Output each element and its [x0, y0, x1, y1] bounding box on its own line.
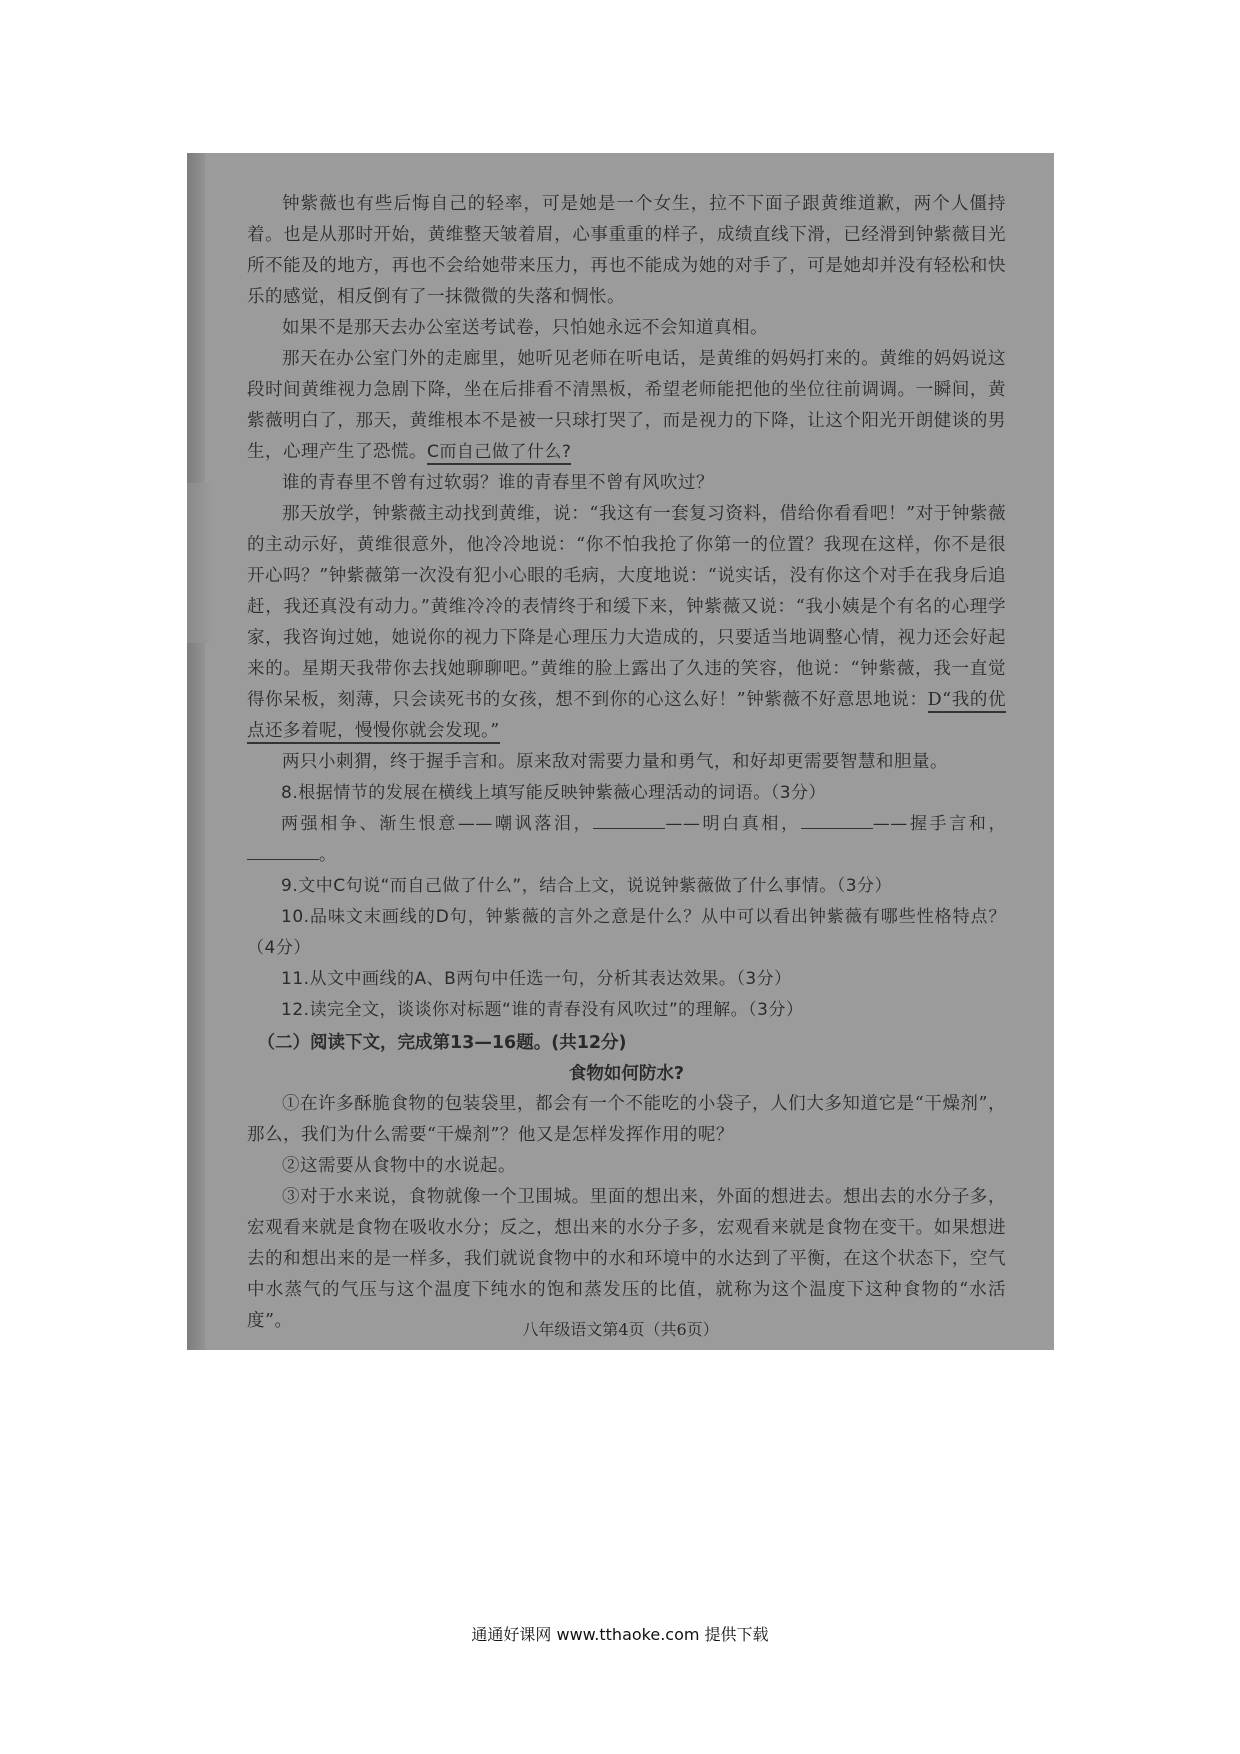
page-number-footer: 八年级语文第4页（共6页） [522, 1320, 719, 1339]
section-2-heading: （二）阅读下文，完成第13—16题。(共12分) [257, 1033, 627, 1053]
question-12: 12.读完全文，谈谈你对标题“谁的青春没有风吹过”的理解。（3分） [281, 1000, 804, 1020]
q8-fill-end: 。 [319, 845, 337, 865]
article-title: 食物如何防水? [568, 1064, 685, 1084]
story-paragraph-5 [247, 499, 1006, 747]
story-paragraph-5-text: 那天放学，钟紫薇主动找到黄维，说：“我这有一套复习资料，借给你看看吧！”对于钟紫薇的主动示好，黄维很意外，他冷冷地说：“你不怕我抢了你第一的位置？我现在这样，你不是很开心吗？”钟紫薇第一次没有犯小心眼的毛病，大度地说：“说实话，没有你这个对手在我身后追赶，我还真没有动力。”黄维冷冷的表情终于和缓下来，钟紫薇又说：“我小姨是个有名的心理学家，我咨询过她，她说你的视力下降是心理压力大造成的，只要适当地调整心情，视力还会好起来的。星期天我带你去找她聊聊吧。”黄维的脸上露出了久违的笑容，他说：“钟紫薇，我一直觉得你呆板，刻薄，只会读死书的女孩，想不到你的心这么好！”钟紫薇不好意思地说： [247, 504, 1006, 710]
article-paragraph-3: ③对于水来说，食物就像一个卫围城。里面的想出来，外面的想进去。想出去的水分子多，宏观看来就是食物在吸收水分；反之，想出来的水分子多，宏观看来就是食物在变干。如果想进去的和想出来的是一样多，我们就说食物中的水和环境中的水达到了平衡，在这个状态下，空气中水蒸气的气压与这个温度下纯水的饱和蒸发压的比值，就称为这个温度下这种食物的“水活度”。 [247, 1187, 1006, 1331]
underlined-sentence-c: C而自己做了什么? [427, 442, 571, 465]
article-paragraph-1: ①在许多酥脆食物的包装袋里，都会有一个不能吃的小袋子，人们大多知道它是“干燥剂”，那么，我们为什么需要“干燥剂”？他又是怎样发挥作用的呢？ [247, 1094, 1006, 1145]
scan-shadow-edge [187, 153, 205, 1350]
question-9: 9.文中C句说“而自己做了什么”，结合上文，说说钟紫薇做了什么事情。（3分） [281, 876, 893, 896]
story-paragraph-6: 两只小刺猬，终于握手言和。原来敌对需要力量和勇气，和好却更需要智慧和胆量。 [282, 752, 948, 772]
story-paragraph-3-text: 那天在办公室门外的走廊里，她听见老师在听电话，是黄维的妈妈打来的。黄维的妈妈说这段时间黄维视力急剧下降，坐在后排看不清黑板，希望老师能把他的坐位往前调调。一瞬间，黄紫薇明白了，那天，黄维根本不是被一只球打哭了，而是视力的下降，让这个阳光开朗健谈的男生，心理产生了恐慌。 [247, 349, 1006, 462]
q8-fill-text-1: 两强相争、渐生恨意——嘲讽落泪， [281, 814, 594, 834]
q8-blank-2[interactable] [801, 810, 873, 829]
story-paragraph-4: 谁的青春里不曾有过软弱？谁的青春里不曾有风吹过？ [282, 473, 714, 493]
q8-fill-text-3: ——握手言和， [872, 814, 1007, 834]
scanned-exam-page [187, 153, 1054, 1350]
story-paragraph-3 [247, 344, 1006, 468]
q8-blank-1[interactable] [593, 810, 665, 829]
q8-fill-text-2: ——明白真相， [665, 814, 801, 834]
scan-torn-edge [187, 483, 213, 643]
question-10: 10.品味文末画线的D句，钟紫薇的言外之意是什么？从中可以看出钟紫薇有哪些性格特点？（4分） [247, 907, 1006, 958]
question-11: 11.从文中画线的A、B两句中任选一句，分析其表达效果。（3分） [281, 969, 792, 989]
story-paragraph-1: 钟紫薇也有些后悔自己的轻率，可是她是一个女生，拉不下面子跟黄维道歉，两个人僵持着。也是从那时开始，黄维整天皱着眉，心事重重的样子，成绩直线下滑，已经滑到钟紫薇目光所不能及的地方，再也不会给她带来压力，再也不能成为她的对手了，可是她却并没有轻松和快乐的感觉，相反倒有了一抹微微的失落和惆怅。 [247, 194, 1006, 307]
website-footer: 通通好课网 www.tthaoke.com 提供下载 [471, 1625, 769, 1644]
underlined-sentence-d: D“我的优点还多着呢，慢慢你就会发现。” [247, 690, 1006, 744]
story-paragraph-2: 如果不是那天去办公室送考试卷，只怕她永远不会知道真相。 [282, 318, 768, 338]
question-8-fill-in [247, 809, 1006, 871]
question-8: 8.根据情节的发展在横线上填写能反映钟紫薇心理活动的词语。（3分） [281, 783, 827, 803]
article-paragraph-2: ②这需要从食物中的水说起。 [282, 1156, 516, 1176]
q8-blank-3[interactable] [247, 841, 319, 860]
